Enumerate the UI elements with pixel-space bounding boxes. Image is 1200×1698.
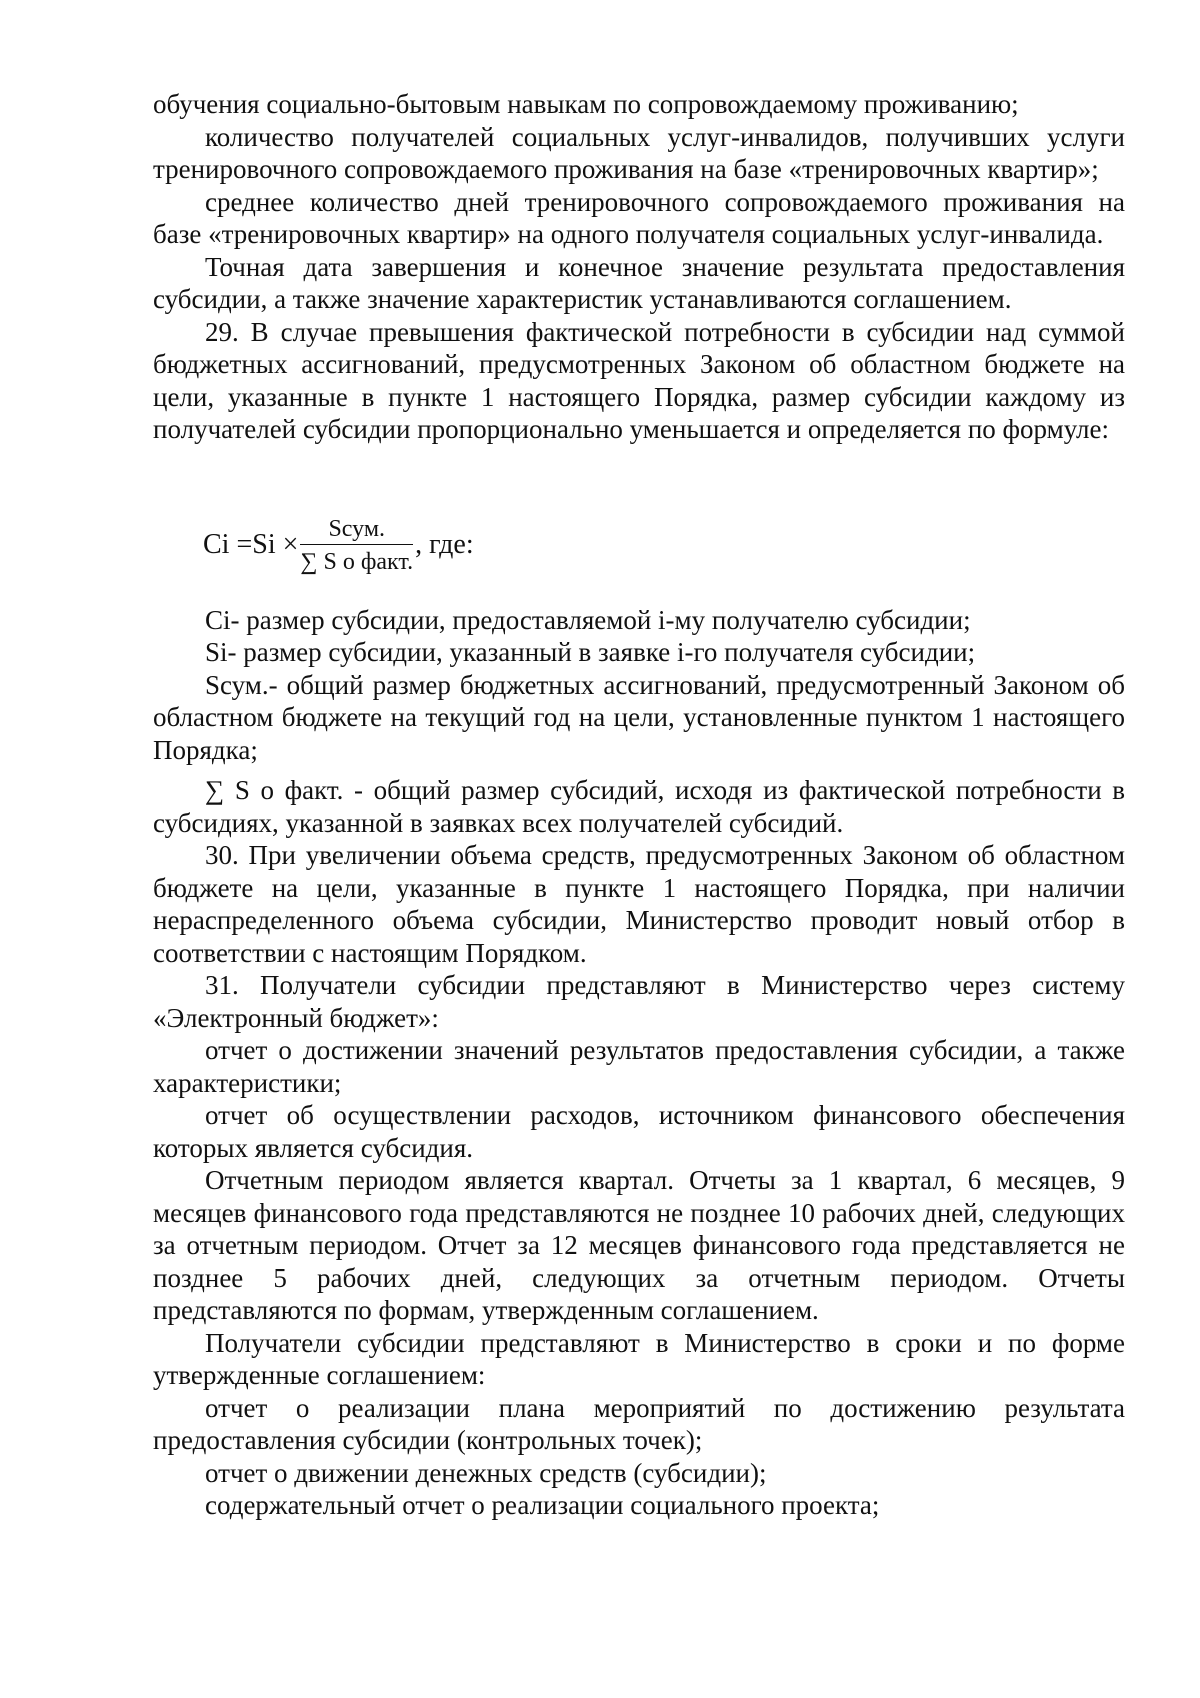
- formula-numerator: Sсум.: [300, 516, 413, 545]
- formula: [153, 446, 1125, 604]
- symbol: Сi: [205, 604, 231, 635]
- symbol: Sсум.: [205, 669, 269, 700]
- paragraph: отчет об осуществлении расходов, источником финансового обеспечения которых является субсидия.: [153, 1100, 1125, 1163]
- paragraph: Получатели субсидии представляют в Министерство в сроки и по форме утвержденные соглашением:: [153, 1327, 1125, 1390]
- paragraph-29: 29. В случае превышения фактической потребности в субсидии над суммой бюджетных ассигнований, предусмотренных Законом об областном бюджете на цели, указанные в пункте 1 настоящего Порядка, размер субсидии каждому из получателей субсидии пропорционально уменьшается и определяется по формуле:: [153, 316, 1125, 444]
- symbol: ∑ S о факт.: [205, 775, 344, 805]
- paragraph: отчет о достижении значений результатов предоставления субсидии, а также характеристики;: [153, 1035, 1125, 1098]
- paragraph: количество получателей социальных услуг-инвалидов, получивших услуги тренировочного сопровождаемого проживания на базе «тренировочных квартир»;: [153, 121, 1125, 184]
- symbol: Si: [205, 637, 228, 667]
- paragraph: содержательный отчет о реализации социального проекта;: [205, 1490, 880, 1520]
- definition-sum: ∑ S о факт. - общий размер субсидий, исходя из фактической потребности в субсидиях, указанной в заявках всех получателей субсидий.: [153, 775, 1126, 838]
- paragraph: отчет о реализации плана мероприятий по достижению результата предоставления субсидии (контрольных точек);: [153, 1392, 1125, 1455]
- formula-lhs: Сi =Si ×: [203, 528, 299, 560]
- formula-fraction: [300, 516, 413, 577]
- formula-denominator: ∑ S о факт.: [300, 548, 414, 575]
- paragraph-31: 31. Получатели субсидии представляют в Министерство через систему «Электронный бюджет»:: [153, 970, 1125, 1033]
- paragraph: среднее количество дней тренировочного сопровождаемого проживания на базе «тренировочных квартир» на одного получателя социальных услуг-инвалида.: [153, 186, 1125, 249]
- definition-ssum: Sсум.- общий размер бюджетных ассигнований, предусмотренный Законом об областном бюджете на текущий год на цели, установленные пунктом 1 настоящего Порядка;: [153, 669, 1125, 765]
- definition-si: Si- размер субсидии, указанный в заявке i-го получателя субсидии;: [205, 637, 976, 667]
- paragraph: отчет о движении денежных средств (субсидии);: [205, 1457, 767, 1488]
- paragraph: Точная дата завершения и конечное значение результата предоставления субсидии, а также значение характеристик устанавливаются соглашением.: [153, 251, 1125, 314]
- formula-suffix: , где:: [415, 528, 474, 560]
- paragraph-30: 30. При увеличении объема средств, предусмотренных Законом об областном бюджете на цели, указанные в пункте 1 настоящего Порядка, при наличии нераспределенного объема субсидии, Министерство проводит новый отбор в соответствии с настоящим Порядком.: [153, 840, 1125, 968]
- paragraph: обучения социально-бытовым навыкам по сопровождаемому проживанию;: [153, 89, 1019, 119]
- definition-ci: Сi- размер субсидии, предоставляемой i-му получателю субсидии;: [205, 604, 971, 635]
- formula-expression: [203, 516, 474, 577]
- paragraph: Отчетным периодом является квартал. Отчеты за 1 квартал, 6 месяцев, 9 месяцев финансового года представляются не позднее 10 рабочих дней, следующих за отчетным периодом. Отчет за 12 месяцев финансового года представляется не позднее 5 рабочих дней, следующих за отчетным периодом. Отчеты представляются по формам, утвержденным соглашением.: [153, 1165, 1125, 1325]
